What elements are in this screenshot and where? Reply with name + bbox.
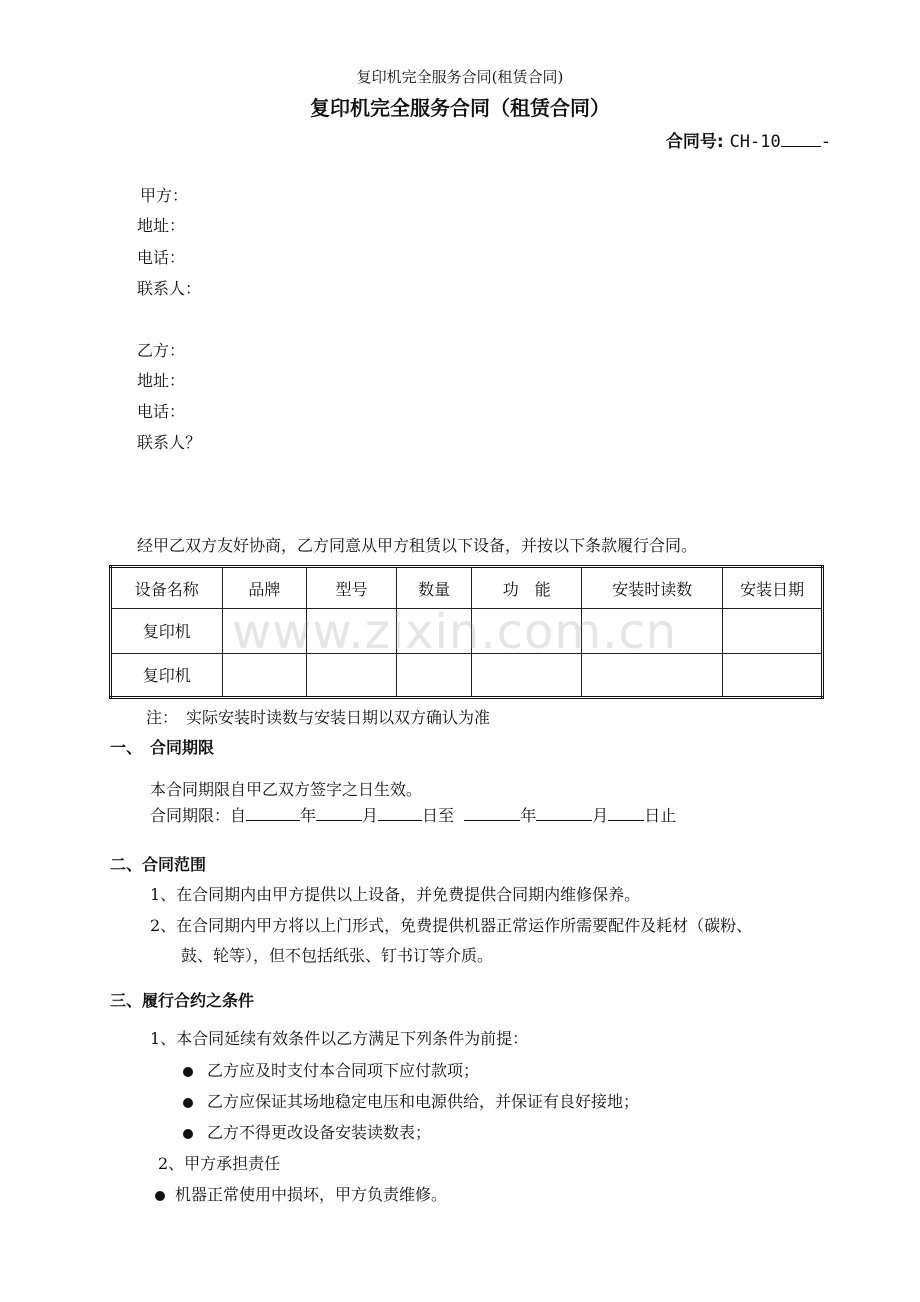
section-2-item2: 2、在合同期内甲方将以上门形式，免费提供机器正常运作所需要配件及耗材（碳粉、 <box>150 916 753 935</box>
section-2-item2-cont: 鼓、轮等），但不包括纸张、钉书订等介质。 <box>181 946 494 965</box>
contract-number-blank <box>781 132 821 147</box>
period-label: 合同期限：自 <box>150 806 247 825</box>
table-header-row <box>111 567 823 609</box>
bullet-icon <box>183 1129 193 1139</box>
list-item <box>155 1182 447 1205</box>
party-a-address: 地址： <box>137 216 186 235</box>
table-cell: 复印机 <box>111 653 223 697</box>
period-end-year-blank <box>464 806 520 821</box>
period-month-unit: 月 <box>362 806 379 825</box>
period-start-day-blank <box>378 806 422 821</box>
section-3-item2: 2、甲方承担责任 <box>158 1154 281 1173</box>
table-header-cell: 品牌 <box>222 567 307 609</box>
list-item-text: 乙方应及时支付本合同项下应付款项； <box>207 1061 480 1080</box>
section-2-title: 二、合同范围 <box>110 855 207 874</box>
period-year2-unit: 年 <box>520 806 537 825</box>
period-month2-unit: 月 <box>592 806 609 825</box>
party-b-name: 乙方： <box>137 341 186 360</box>
intro-paragraph: 经甲乙双方友好协商，乙方同意从甲方租赁以下设备，并按以下条款履行合同。 <box>137 536 698 555</box>
section-3-item1: 1、本合同延续有效条件以乙方满足下列条件为前提： <box>150 1029 529 1048</box>
period-end-day-blank <box>608 806 644 821</box>
list-item-text: 机器正常使用中损坏，甲方负责维修。 <box>175 1185 448 1204</box>
list-item <box>183 1089 639 1112</box>
period-end: 日止 <box>644 806 677 825</box>
contract-number <box>666 127 831 152</box>
contract-number-suffix: - <box>820 132 831 152</box>
table-header-cell: 设备名称 <box>111 567 223 609</box>
party-a-contact: 联系人： <box>137 279 202 298</box>
section-1-title: 一、 合同期限 <box>110 738 215 757</box>
table-header-cell: 功 能 <box>472 567 582 609</box>
table-header-cell: 数量 <box>396 567 472 609</box>
period-start-year-blank <box>246 806 300 821</box>
party-a-phone: 电话： <box>137 248 186 267</box>
bullet-icon <box>155 1191 165 1201</box>
party-b-phone: 电话： <box>137 402 186 421</box>
list-item-text: 乙方不得更改设备安装读数表； <box>207 1123 432 1142</box>
section-3-title: 三、履行合约之条件 <box>110 991 255 1010</box>
contract-period-line <box>150 803 676 826</box>
watermark: www.zixin.com.cn <box>232 604 678 660</box>
period-to: 日至 <box>422 806 455 825</box>
section-1-line1: 本合同期限自甲乙双方签字之日生效。 <box>150 780 423 799</box>
party-a-name: 甲方： <box>140 186 189 205</box>
contract-number-label: 合同号: <box>665 132 724 152</box>
contract-number-value: CH-10 <box>729 132 781 152</box>
list-item-text: 乙方应保证其场地稳定电压和电源供给，并保证有良好接地； <box>207 1092 640 1111</box>
bullet-icon <box>183 1067 193 1077</box>
document-title: 复印机完全服务合同（租赁合同） <box>310 96 610 120</box>
period-year-unit: 年 <box>300 806 317 825</box>
running-header: 复印机完全服务合同(租赁合同) <box>356 68 564 86</box>
table-cell <box>723 653 823 697</box>
party-b-contact: 联系人？ <box>137 433 202 452</box>
list-item <box>183 1058 479 1081</box>
bullet-icon <box>183 1098 193 1108</box>
period-start-month-blank <box>316 806 362 821</box>
party-b-address: 地址： <box>137 371 186 390</box>
period-end-month-blank <box>536 806 592 821</box>
table-cell: 复印机 <box>111 609 223 653</box>
table-note: 注： 实际安装时读数与安装日期以双方确认为准 <box>146 708 491 727</box>
table-cell <box>723 609 823 653</box>
section-2-item1: 1、在合同期内由甲方提供以上设备，并免费提供合同期内维修保养。 <box>150 885 641 904</box>
table-header-cell: 安装日期 <box>723 567 823 609</box>
list-item <box>183 1120 431 1143</box>
table-header-cell: 安装时读数 <box>582 567 723 609</box>
table-header-cell: 型号 <box>307 567 397 609</box>
